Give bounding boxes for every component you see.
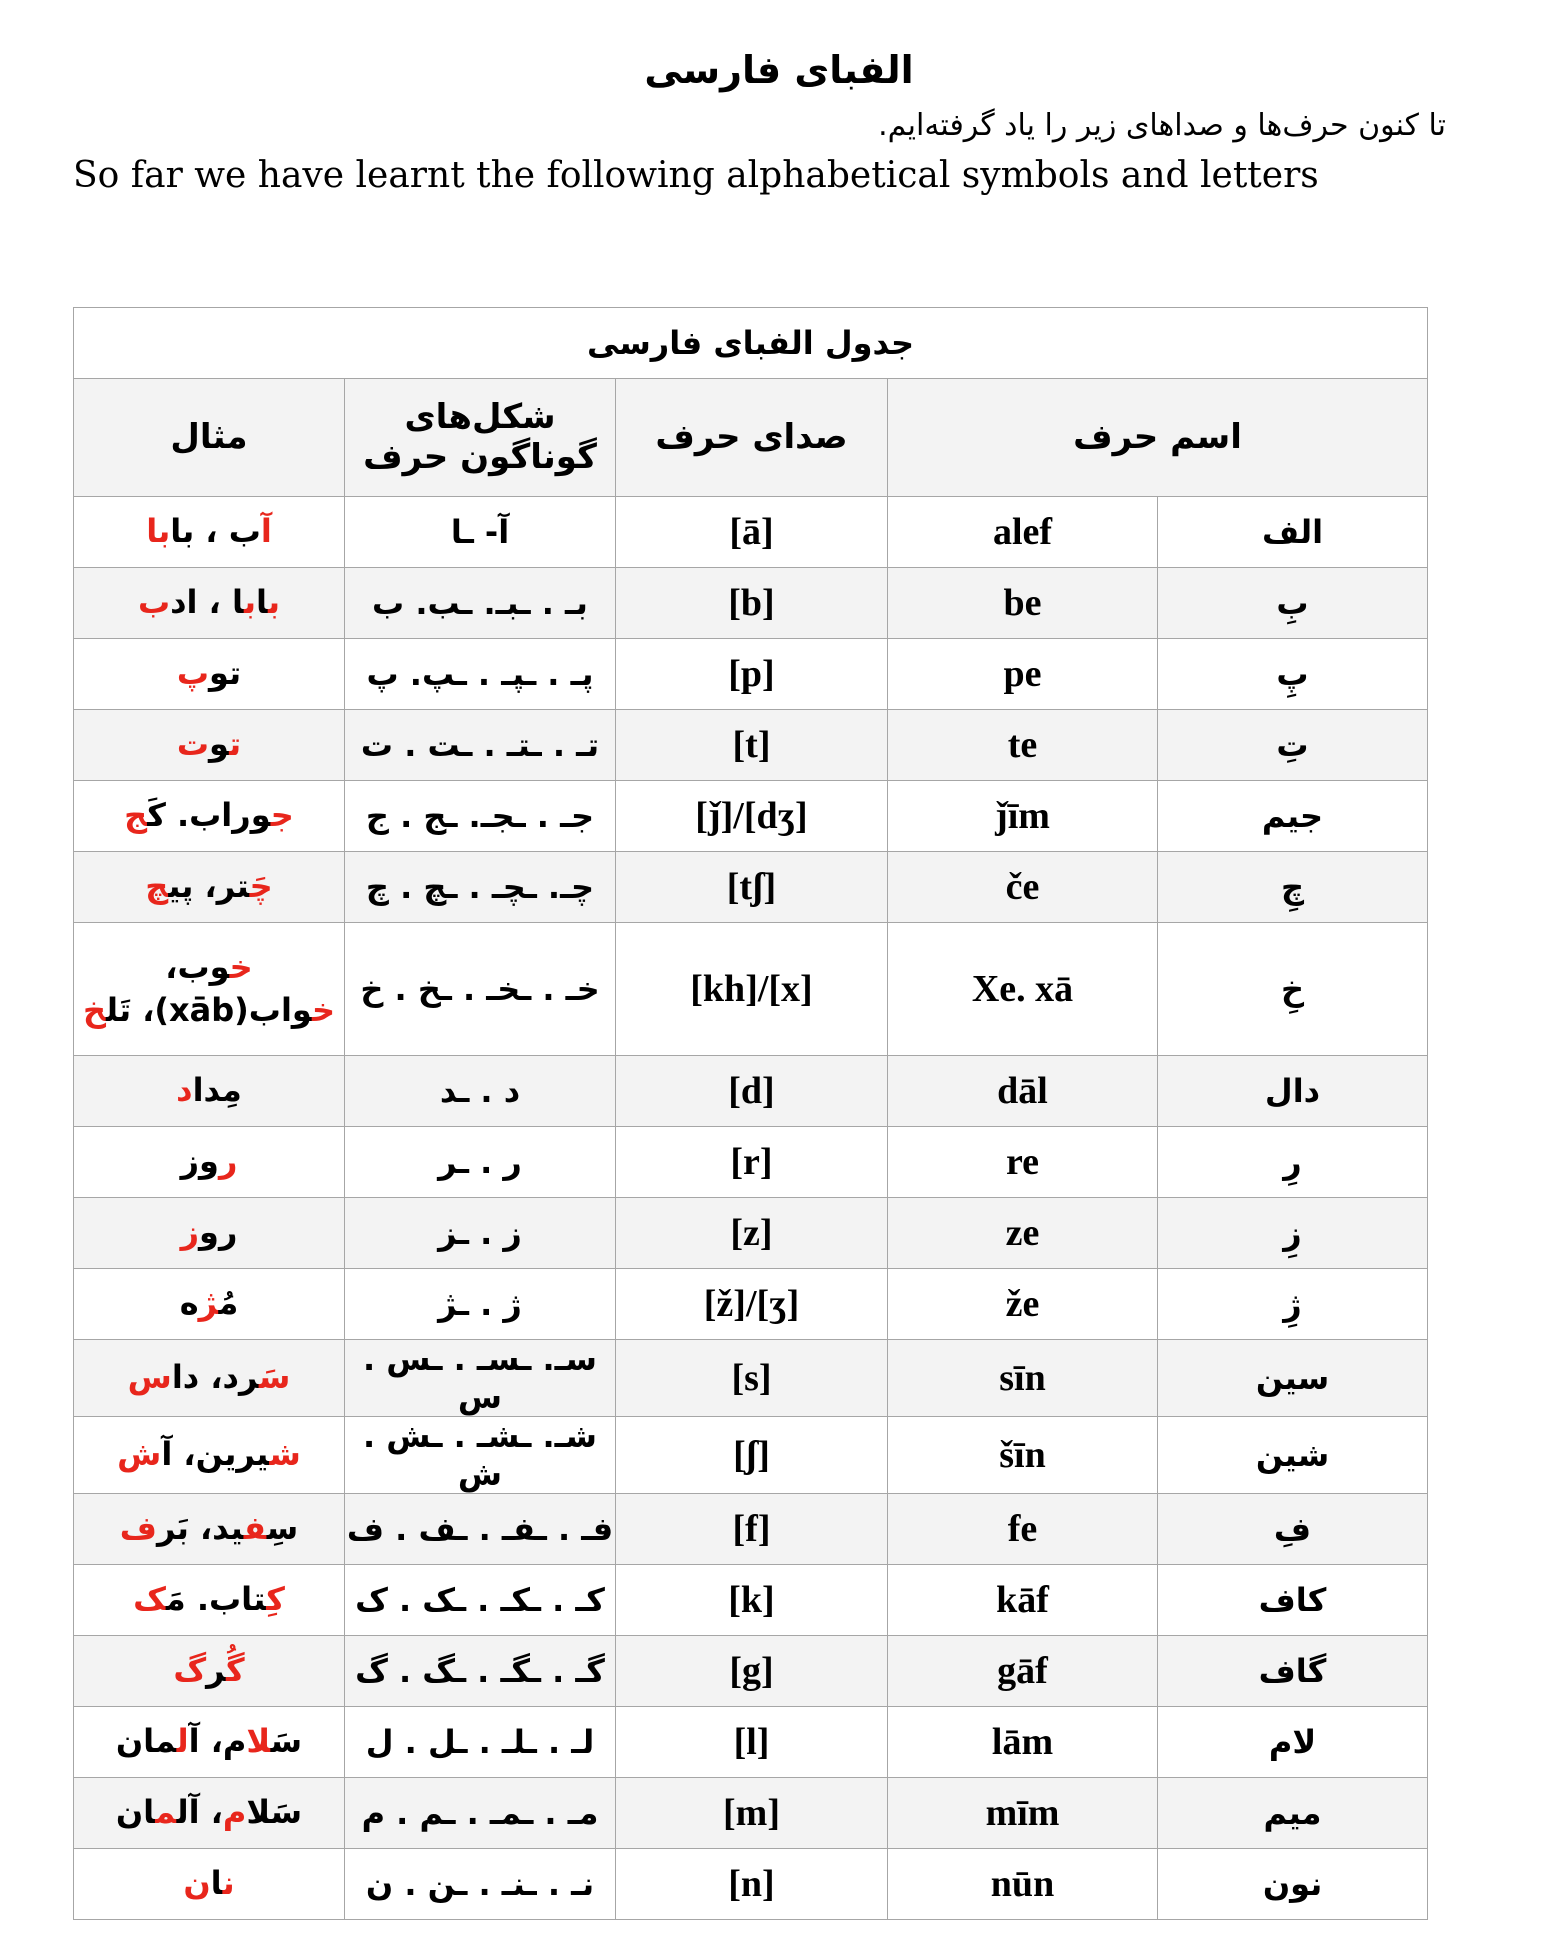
table-row [74,1269,1428,1340]
table-row [74,568,1428,639]
sound-cell: [t] [616,710,888,781]
highlighted-letter: ب [268,583,281,622]
highlighted-letter: م [222,1793,247,1832]
persian-name-cell: پِ [1158,639,1428,710]
table-row [74,1056,1428,1127]
highlighted-letter: ک [133,1580,166,1619]
highlighted-letter: ل [246,1722,271,1761]
sound-cell: [l] [616,1707,888,1778]
persian-name-cell: میم [1158,1778,1428,1849]
example-cell [74,710,345,781]
header-example: مثال [74,379,345,497]
highlighted-letter: پ [176,654,210,693]
latin-name-cell: fe [888,1494,1158,1565]
persian-name-cell: بِ [1158,568,1428,639]
latin-name-cell: nūn [888,1849,1158,1920]
example-cell [74,1056,345,1127]
sound-cell: [ǰ]/[dʒ] [616,781,888,852]
latin-name-cell: šīn [888,1417,1158,1494]
example-text: مُ [218,1284,239,1323]
sound-cell: [b] [616,568,888,639]
header-sound: صدای حرف [616,379,888,497]
highlighted-letter: د [176,1071,193,1110]
letter-forms-cell: لـ . ـلـ . ـل . ل [345,1707,616,1778]
sound-cell: [m] [616,1778,888,1849]
table-caption: جدول الفبای فارسی [74,308,1428,379]
letter-forms-cell: کـ . ـکـ . ـک . ک [345,1565,616,1636]
table-row [74,1565,1428,1636]
table-row [74,1198,1428,1269]
sound-cell: [ā] [616,497,888,568]
example-text: یرین، آ [161,1435,270,1474]
table-body [74,497,1428,1920]
persian-name-cell: رِ [1158,1127,1428,1198]
highlighted-letter: خ [229,947,253,986]
highlighted-letter: م [155,1793,177,1832]
latin-name-cell: sīn [888,1340,1158,1417]
letter-forms-cell: مـ . ـمـ . ـم . م [345,1778,616,1849]
sound-cell: [n] [616,1849,888,1920]
example-cell [74,781,345,852]
latin-name-cell: kāf [888,1565,1158,1636]
example-text: ِتاب. مَ [165,1580,267,1619]
latin-name-cell: če [888,852,1158,923]
alphabet-table [73,307,1428,1920]
highlighted-letter: ش [269,1435,301,1474]
persian-name-cell: لام [1158,1707,1428,1778]
highlighted-letter: ب [137,583,171,622]
example-text: ا [255,583,268,622]
persian-name-cell: کاف [1158,1565,1428,1636]
sound-cell: [z] [616,1198,888,1269]
example-text: َرد، دا [171,1358,259,1397]
table-row [74,781,1428,852]
example-text: مِدا [192,1071,242,1110]
latin-name-cell: be [888,568,1158,639]
persian-name-cell: تِ [1158,710,1428,781]
letter-forms-cell: سـ. ـسـ . ـس . س [345,1340,616,1417]
example-cell [74,1269,345,1340]
highlighted-letter: خ [82,991,107,1029]
persian-name-cell: ژِ [1158,1269,1428,1340]
letter-forms-cell: پـ . ـپـ . ـپ. پ [345,639,616,710]
highlighted-letter: آ [260,512,272,551]
highlighted-letter: ن [183,1864,211,1903]
example-cell [74,1565,345,1636]
persian-name-cell: فِ [1158,1494,1428,1565]
table-row [74,852,1428,923]
persian-name-cell: چِ [1158,852,1428,923]
letter-forms-cell: گـ . ـگـ . ـگ . گ [345,1636,616,1707]
highlighted-letter: ل [176,1722,189,1761]
latin-name-cell: ze [888,1198,1158,1269]
latin-name-cell: alef [888,497,1158,568]
example-text: ه [179,1284,199,1323]
example-text: واب(xāb)، تَل [106,991,312,1029]
sound-cell: [p] [616,639,888,710]
table-row [74,923,1428,1056]
example-text: وز [180,1142,219,1181]
letter-forms-cell: تـ . ـتـ . ـت . ت [345,710,616,781]
highlighted-letter: ن [222,1864,235,1903]
example-text: سَ [270,1722,303,1761]
persian-name-cell: الف [1158,497,1428,568]
highlighted-letter: گ [226,1651,245,1690]
letter-forms-cell: ژ . ـژ [345,1269,616,1340]
letter-forms-cell: شـ. ـشـ . ـش . ش [345,1417,616,1494]
example-text: و [209,725,230,764]
sound-cell: [ʃ] [616,1417,888,1494]
subtitle-persian: تا کنون حرف‌ها و صداهای زیر را یاد گرفته‌ایم. [878,108,1446,143]
example-text: ام، آ [188,1722,247,1761]
sound-cell: [k] [616,1565,888,1636]
highlighted-letter: ت [229,725,242,764]
highlighted-letter: خ [311,991,336,1029]
persian-name-cell: نون [1158,1849,1428,1920]
latin-name-cell: gāf [888,1636,1158,1707]
latin-name-cell: Xe. xā [888,923,1158,1056]
example-text: وب، [165,947,230,986]
persian-name-cell: جیم [1158,781,1428,852]
table-row [74,1127,1428,1198]
table-row [74,1417,1428,1494]
table-row [74,1778,1428,1849]
table-row [74,1636,1428,1707]
example-cell [74,1707,345,1778]
example-text: َتر، پی [168,867,250,906]
highlighted-letter: ر [218,1142,238,1181]
table-row [74,1849,1428,1920]
persian-name-cell: گاف [1158,1636,1428,1707]
persian-name-cell: خِ [1158,923,1428,1056]
highlighted-letter: گ [173,1651,207,1690]
highlighted-letter: ج [124,796,148,835]
table-row [74,1340,1428,1417]
persian-name-cell: دال [1158,1056,1428,1127]
latin-name-cell: mīm [888,1778,1158,1849]
example-cell [74,497,345,568]
table-row [74,639,1428,710]
example-text: ، آل [176,1793,223,1832]
header-name: اسم حرف [888,379,1428,497]
table-header-row [74,379,1428,497]
highlighted-letter: ف [243,1509,267,1548]
example-cell [74,1494,345,1565]
example-cell [74,1127,345,1198]
highlighted-letter: چ [145,867,169,906]
table-row [74,710,1428,781]
table-row [74,1707,1428,1778]
sound-cell: [tʃ] [616,852,888,923]
highlighted-letter: چ [249,867,273,906]
sound-cell: [kh]/[x] [616,923,888,1056]
example-text: ان [115,1793,156,1832]
highlighted-letter: با [146,512,171,551]
highlighted-letter: ک [266,1580,285,1619]
letter-forms-cell: ر . ـر [345,1127,616,1198]
highlighted-letter: ج [270,796,294,835]
example-cell [74,1778,345,1849]
example-cell [74,1849,345,1920]
example-cell [74,1636,345,1707]
page-title: الفبای فارسی [644,48,914,92]
highlighted-letter: ب [243,583,256,622]
highlighted-letter: س [258,1358,291,1397]
sound-cell: [f] [616,1494,888,1565]
example-text: ُر [206,1651,227,1690]
latin-name-cell: te [888,710,1158,781]
sound-cell: [d] [616,1056,888,1127]
example-text: مان [115,1722,177,1761]
sound-cell: [ž]/[ʒ] [616,1269,888,1340]
example-cell [74,1198,345,1269]
letter-forms-cell: چـ. ـچـ . ـچ . چ [345,852,616,923]
letter-forms-cell: آ- ـا [345,497,616,568]
letter-forms-cell: فـ . ـفـ . ـف . ف [345,1494,616,1565]
example-text: وراب. کَ [147,796,271,835]
highlighted-letter: ز [180,1213,200,1252]
latin-name-cell: pe [888,639,1158,710]
letter-forms-cell: جـ . ـجـ. ـج . ج [345,781,616,852]
example-text: ا [210,1864,223,1903]
latin-name-cell: re [888,1127,1158,1198]
letter-forms-cell: ز . ـز [345,1198,616,1269]
persian-name-cell: زِ [1158,1198,1428,1269]
persian-name-cell: سین [1158,1340,1428,1417]
example-text: ب ، با [170,512,261,551]
highlighted-letter: ش [117,1435,162,1474]
example-cell [74,923,345,1056]
highlighted-letter: س [127,1358,172,1397]
persian-name-cell: شین [1158,1417,1428,1494]
letter-forms-cell: د . ـد [345,1056,616,1127]
latin-name-cell: že [888,1269,1158,1340]
header-forms: شکل‌های گوناگون حرف [345,379,616,497]
example-cell [74,1417,345,1494]
example-text: سِ [266,1509,299,1548]
latin-name-cell: dāl [888,1056,1158,1127]
sound-cell: [s] [616,1340,888,1417]
intro-english: So far we have learnt the following alphabetical symbols and letters [73,155,1319,196]
example-text: تو [209,654,242,693]
table-row [74,497,1428,568]
sound-cell: [r] [616,1127,888,1198]
letter-forms-cell: نـ . ـنـ . ـن . ن [345,1849,616,1920]
example-text: ا ، اد [170,583,244,622]
example-text: سَلا [246,1793,303,1832]
latin-name-cell: lām [888,1707,1158,1778]
example-text: رو [199,1213,238,1252]
table-row [74,1494,1428,1565]
example-cell [74,1340,345,1417]
example-text: ید، بَر [156,1509,244,1548]
letter-forms-cell: بـ . ـبـ. ـب. ب [345,568,616,639]
highlighted-letter: ف [119,1509,157,1548]
example-cell [74,852,345,923]
highlighted-letter: ت [176,725,210,764]
latin-name-cell: ǰīm [888,781,1158,852]
sound-cell: [g] [616,1636,888,1707]
letter-forms-cell: خـ . ـخـ . ـخ . خ [345,923,616,1056]
example-cell [74,639,345,710]
highlighted-letter: ژ [198,1284,219,1323]
example-cell [74,568,345,639]
